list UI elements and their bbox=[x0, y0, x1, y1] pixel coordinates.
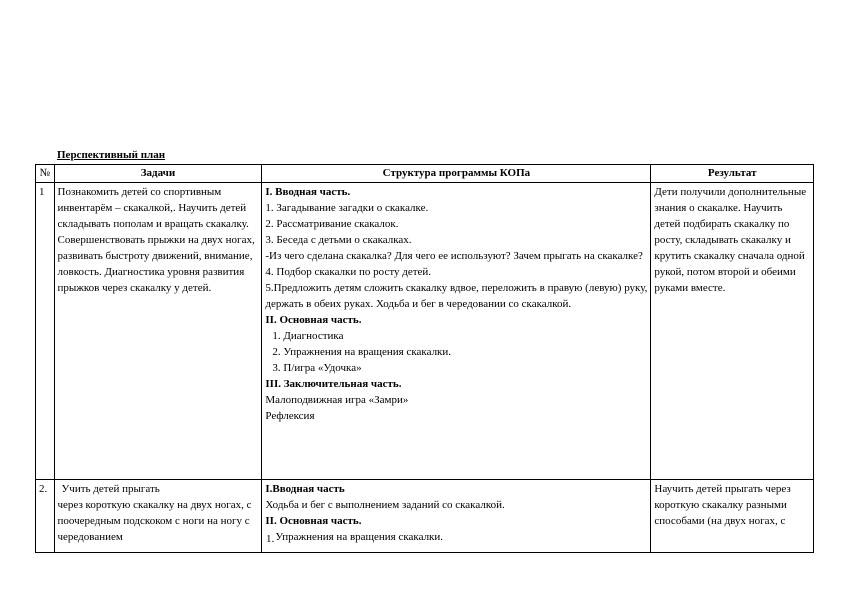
plan-table bbox=[35, 164, 814, 553]
structure-line: Упражнения на вращения скакалки. bbox=[275, 531, 444, 543]
result-cell: Дети получили дополнительные знания о скакалке. Научить детей подбирать скакалку по росту, складывать скакалку и крутить скакалку сначала одной рукой, потом второй и обеими руками вместе. bbox=[651, 183, 814, 480]
row-number: 1 bbox=[36, 183, 55, 480]
structure-line: 4. Подбор скакалки по росту детей. bbox=[265, 266, 432, 278]
tasks-line: Учить детей прыгать bbox=[61, 483, 160, 495]
page-title: Перспективный план bbox=[57, 149, 166, 161]
structure-cell bbox=[262, 480, 651, 553]
structure-line: 3. Беседа с детьми о скакалках. bbox=[265, 234, 412, 246]
tasks-text: через короткую скакалку на двух ногах, с поочередным подскоком с ноги на ногу с чередованием bbox=[57, 499, 252, 543]
row-number: 2. bbox=[36, 480, 55, 553]
list-item: 3. П/игра «Удочка» bbox=[283, 360, 647, 376]
header-row bbox=[36, 165, 814, 183]
structure-line: Малоподвижная игра «Замри» bbox=[265, 394, 409, 406]
structure-line: 2. Рассматривание скакалок. bbox=[265, 218, 399, 230]
table-row bbox=[36, 183, 814, 480]
result-cell: Научить детей прыгать через короткую скакалку разными способами (на двух ногах, с bbox=[651, 480, 814, 553]
header-num: № bbox=[36, 165, 55, 183]
final-part-heading: III. Заключительная часть. bbox=[265, 378, 402, 390]
tasks-cell: Познакомить детей со спортивным инвентарём – скакалкой,. Научить детей складывать пополам и вращать скакалку. Совершенствовать прыжки на двух ногах, развивать быстроту движений, внимание, ловкость. Диагностика уровня развития прыжков через скакалку у детей. bbox=[54, 183, 262, 480]
structure-cell bbox=[262, 183, 651, 480]
intro-part-heading: I. Вводная часть. bbox=[265, 186, 351, 198]
main-part-heading: II. Основная часть. bbox=[265, 314, 362, 326]
structure-line: Рефлексия bbox=[265, 410, 315, 422]
main-part-list bbox=[265, 328, 647, 376]
header-result: Результат bbox=[651, 165, 814, 183]
list-item: 1. Диагностика bbox=[283, 328, 647, 344]
intro-part-heading: I.Вводная часть bbox=[265, 483, 345, 495]
header-tasks: Задачи bbox=[54, 165, 262, 183]
header-structure: Структура программы КОПа bbox=[262, 165, 651, 183]
table-row bbox=[36, 480, 814, 553]
list-number-marker: 1. bbox=[266, 533, 275, 545]
structure-line: 1. Загадывание загадки о скакалке. bbox=[265, 202, 429, 214]
main-part-heading: II. Основная часть. bbox=[265, 515, 362, 527]
structure-line: -Из чего сделана скакалка? Для чего ее используют? Зачем прыгать на скакалке? bbox=[265, 250, 643, 262]
tasks-cell bbox=[54, 480, 262, 553]
structure-line: 5.Предложить детям сложить скакалку вдвое, переложить в правую (левую) руку, держать в обеих руках. Ходьба и бег в чередовании со скакалкой. bbox=[265, 282, 648, 310]
list-item: 2. Упражнения на вращения скакалки. bbox=[283, 344, 647, 360]
structure-line: Ходьба и бег с выполнением заданий со скакалкой. bbox=[265, 499, 505, 511]
